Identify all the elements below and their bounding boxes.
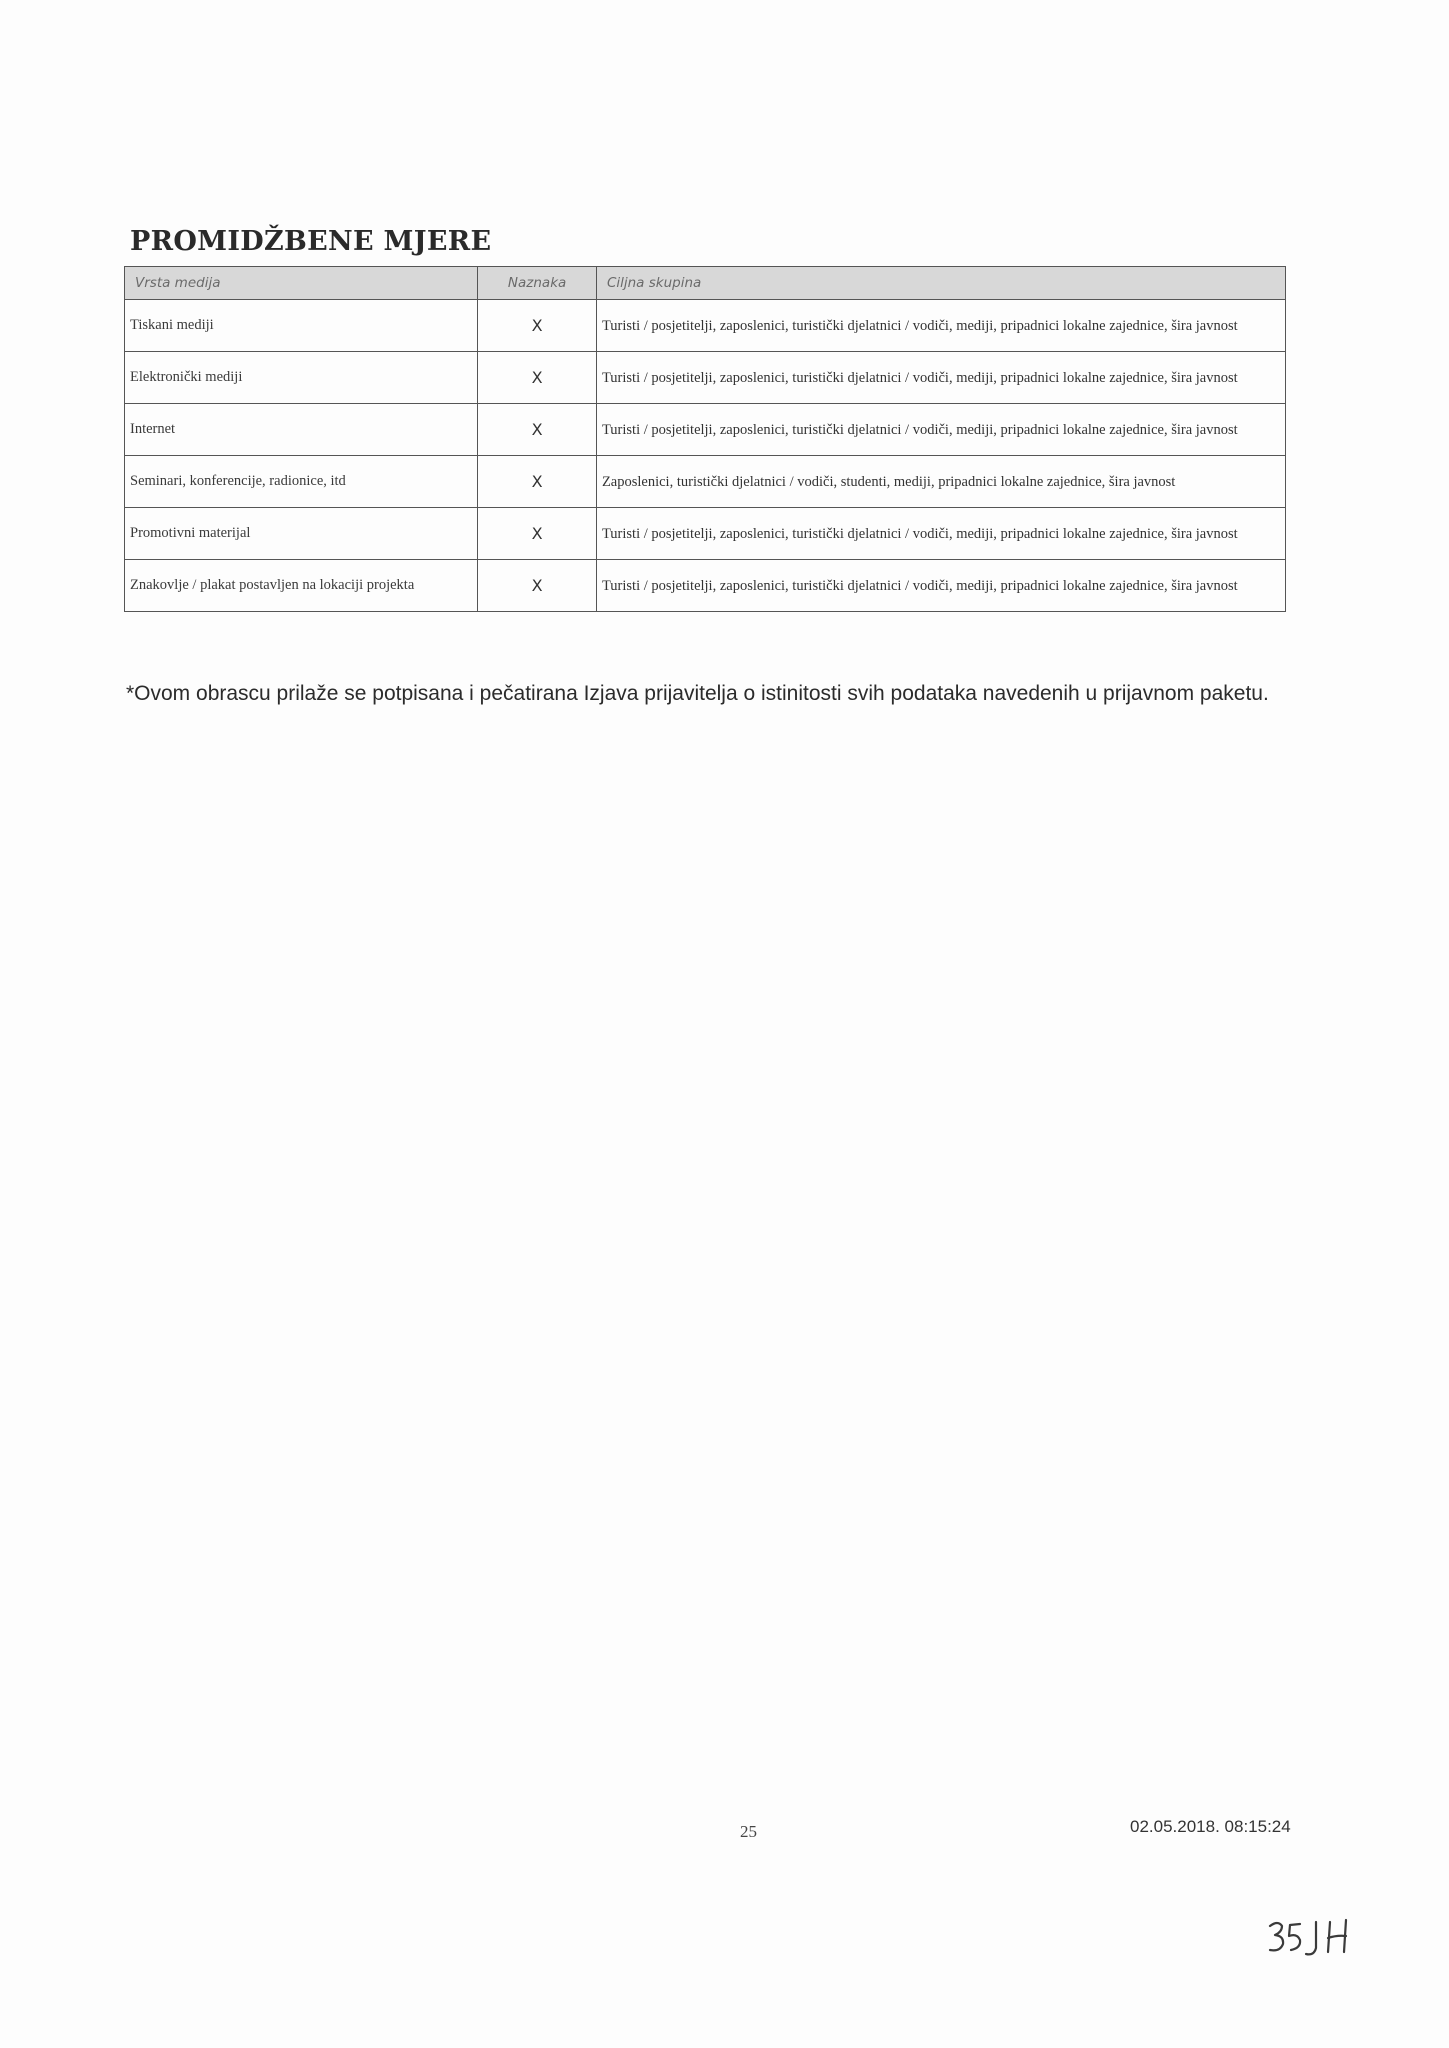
cell-mark: X	[478, 560, 597, 612]
header-target-group: Ciljna skupina	[596, 267, 1285, 300]
cell-target-group: Turisti / posjetitelji, zaposlenici, turistički djelatnici / vodiči, mediji, pripadnici lokalne zajednice, šira javnost	[596, 560, 1285, 612]
section-title: PROMIDŽBENE MJERE	[130, 226, 492, 257]
table-row	[125, 352, 1286, 404]
cell-media-type: Elektronički mediji	[125, 352, 478, 404]
table-row	[125, 404, 1286, 456]
table-header-row	[125, 267, 1286, 300]
cell-media-type: Tiskani mediji	[125, 300, 478, 352]
cell-mark: X	[478, 456, 597, 508]
page-number: 25	[740, 1822, 757, 1841]
cell-target-group: Turisti / posjetitelji, zaposlenici, turistički djelatnici / vodiči, mediji, pripadnici lokalne zajednice, šira javnost	[596, 352, 1285, 404]
declaration-note: *Ovom obrascu prilaže se potpisana i pečatirana Izjava prijavitelja o istinitosti svih podataka navedenih u prijavnom paketu.	[126, 682, 1269, 705]
cell-media-type: Seminari, konferencije, radionice, itd	[125, 456, 478, 508]
table-row	[125, 456, 1286, 508]
table-row	[125, 560, 1286, 612]
cell-media-type: Znakovlje / plakat postavljen na lokaciji projekta	[125, 560, 478, 612]
cell-media-type: Promotivni materijal	[125, 508, 478, 560]
cell-target-group: Turisti / posjetitelji, zaposlenici, turistički djelatnici / vodiči, mediji, pripadnici lokalne zajednice, šira javnost	[596, 300, 1285, 352]
cell-mark: X	[478, 352, 597, 404]
timestamp: 02.05.2018. 08:15:24	[1130, 1817, 1291, 1836]
cell-mark: X	[478, 404, 597, 456]
promotion-measures-table	[124, 266, 1286, 612]
table-row	[125, 508, 1286, 560]
cell-mark: X	[478, 508, 597, 560]
cell-target-group: Zaposlenici, turistički djelatnici / vodiči, studenti, mediji, pripadnici lokalne zajednice, šira javnost	[596, 456, 1285, 508]
cell-mark: X	[478, 300, 597, 352]
header-mark: Naznaka	[478, 267, 597, 300]
table-row	[125, 300, 1286, 352]
cell-target-group: Turisti / posjetitelji, zaposlenici, turistički djelatnici / vodiči, mediji, pripadnici lokalne zajednice, šira javnost	[596, 404, 1285, 456]
cell-media-type: Internet	[125, 404, 478, 456]
handwritten-signature-mark	[1264, 1908, 1364, 1968]
header-media-type: Vrsta medija	[125, 267, 478, 300]
cell-target-group: Turisti / posjetitelji, zaposlenici, turistički djelatnici / vodiči, mediji, pripadnici lokalne zajednice, šira javnost	[596, 508, 1285, 560]
